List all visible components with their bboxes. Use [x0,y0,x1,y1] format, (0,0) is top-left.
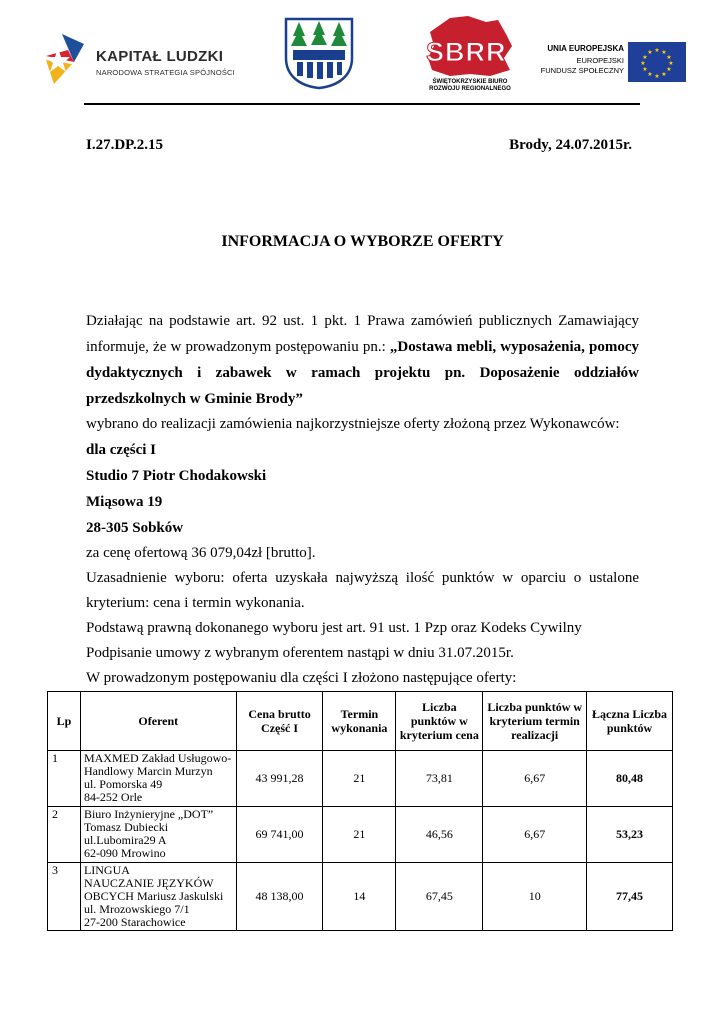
row-price: 48 138,00 [236,863,323,931]
document-title: INFORMACJA O WYBORZE OFERTY [221,233,504,250]
oferent-line: 84-252 Orle [83,790,143,804]
kapital-ludzki-star-icon [44,30,90,88]
svg-text:★: ★ [647,49,653,56]
svg-text:★: ★ [642,66,648,73]
document-reference: I.27.DP.2.15 [86,137,163,153]
row-oferent [80,751,236,807]
header-price: Cena brutto Część I [236,692,323,751]
brody-coat-of-arms-icon [282,16,356,90]
svg-text:★: ★ [666,66,672,73]
svg-text:★: ★ [661,71,667,78]
oferent-line: NAUCZANIE JĘZYKÓW [83,876,214,890]
row-points-price: 73,81 [396,751,483,807]
row-total: 80,48 [587,751,673,807]
kapital-ludzki-subtitle: NARODOWA STRATEGIA SPÓJNOŚCI [96,68,235,77]
winner-street: Miąsowa 19 [86,494,163,510]
row-oferent [80,863,236,931]
svg-text:★: ★ [642,54,648,61]
row-total: 53,23 [587,807,673,863]
svg-text:★: ★ [666,54,672,61]
row-lp: 1 [48,751,81,807]
justification-line2: kryterium: cena i termin wykonania. [86,595,305,611]
oferent-line: ul. Mrozowskiego 7/1 [83,902,190,916]
header-lp: Lp [48,692,81,751]
table-row [48,751,673,807]
header-points-price: Liczba punktów w kryterium cena [396,692,483,751]
winner-city: 28-305 Sobków [86,520,184,536]
svg-text:★: ★ [647,71,653,78]
sbrr-line1: ŚWIĘTOKRZYSKIE BIURO [432,79,508,85]
winner-price: za cenę ofertową 36 079,04zł [brutto]. [86,545,316,561]
signing-date: Podpisanie umowy z wybranym oferentem nastąpi w dniu 31.07.2015r. [86,645,514,661]
svg-text:★: ★ [668,60,674,67]
row-term: 14 [323,863,396,931]
justification-line1: Uzasadnienie wyboru: oferta uzyskała najwyższą ilość punktów w oparciu o ustalone [86,570,639,586]
kapital-ludzki-title: KAPITAŁ LUDZKI [96,48,224,65]
eu-logo [540,40,690,86]
oferent-line: ul. Pomorska 49 [83,777,163,791]
row-term: 21 [323,751,396,807]
table-row [48,863,673,931]
oferent-line: OBCYCH Mariusz Jaskulski [83,889,224,903]
legal-basis: Podstawą prawną dokonanego wyboru jest art. 91 ust. 1 Pzp oraz Kodeks Cywilny [86,620,582,636]
header-total: Łączna Liczba punktów [587,692,673,751]
intro-text: Działając na podstawie art. 92 ust. 1 pkt. 1 Prawa zamówień publicznych Zamawiający informuje, że w prowadzonym postępowaniu pn.: [86,313,639,355]
svg-text:★: ★ [661,49,667,56]
header-oferent: Oferent [80,692,236,751]
eu-flag-icon [628,42,686,82]
table-header-row [48,692,673,751]
procurement-title: „Dostawa mebli, wyposażenia, pomocy dydaktycznych i zabawek w ramach projektu pn. Doposażenie oddziałów przedszkolnych w Gminie Brody” [86,339,639,407]
row-points-term: 10 [483,863,587,931]
header-divider [84,103,640,105]
oferent-line: 27-200 Starachowice [83,915,186,929]
oferent-line: ul.Lubomira29 A [83,833,167,847]
document-place-date: Brody, 24.07.2015r. [509,137,632,153]
eu-line1: UNIA EUROPEJSKA [547,44,624,53]
sbrr-line2: ROZWOJU REGIONALNEGO [429,86,511,92]
row-total: 77,45 [587,863,673,931]
row-points-price: 46,56 [396,807,483,863]
row-points-term: 6,67 [483,807,587,863]
oferent-line: Tomasz Dubiecki [83,820,169,834]
row-lp: 3 [48,863,81,931]
row-price: 43 991,28 [236,751,323,807]
svg-text:★: ★ [654,47,660,54]
eu-line3: FUNDUSZ SPOŁECZNY [540,66,624,75]
header-term: Termin wykonania [323,692,396,751]
row-price: 69 741,00 [236,807,323,863]
sbrr-logo [420,16,520,94]
row-points-price: 67,45 [396,863,483,931]
row-lp: 2 [48,807,81,863]
winner-name: Studio 7 Piotr Chodakowski [86,468,267,484]
selected-intro: wybrano do realizacji zamówienia najkorzystniejsze oferty złożoną przez Wykonawców: [86,416,620,432]
row-term: 21 [323,807,396,863]
oferent-line: MAXMED Zakład Usługowo- [83,751,232,765]
eu-line2: EUROPEJSKI [576,56,624,65]
intro-paragraph [86,308,639,412]
offers-intro: W prowadzonym postępowaniu dla części I złożono następujące oferty: [86,670,517,686]
kapital-ludzki-logo [44,28,244,90]
oferent-line: LINGUA [83,863,130,877]
svg-text:★: ★ [654,73,660,80]
offers-table [47,691,673,931]
oferent-line: 62-090 Mrowino [83,846,166,860]
header-points-term: Liczba punktów w kryterium termin realizacji [483,692,587,751]
row-points-term: 6,67 [483,751,587,807]
row-oferent [80,807,236,863]
sbrr-acronym: SBRR [426,37,507,67]
oferent-line: Biuro Inżynieryjne „DOT” [83,807,214,821]
oferent-line: Handlowy Marcin Murzyn [83,764,213,778]
table-row [48,807,673,863]
svg-text:★: ★ [640,60,646,67]
part-label: dla części I [86,442,156,458]
